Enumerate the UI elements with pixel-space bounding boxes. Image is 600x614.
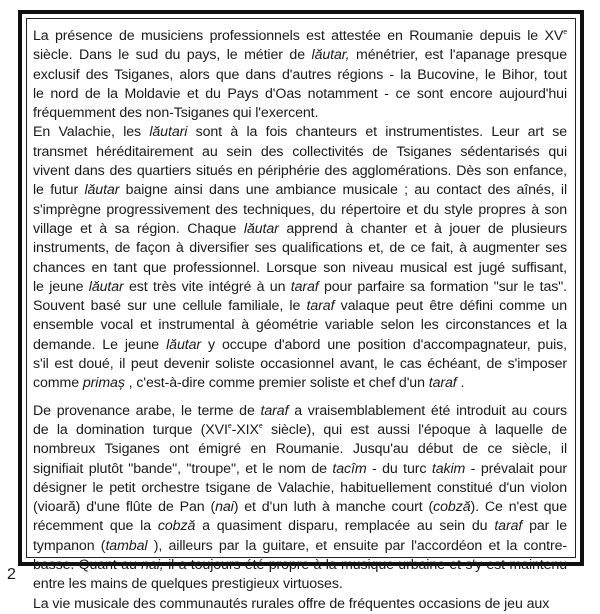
text-run: ) et d'un luth à manche court ( (233, 499, 434, 516)
italic-term: nai (215, 499, 234, 516)
text-run: ), ailleurs par la guitare, et ensuite par l'accordéon et la contre- (147, 537, 567, 554)
text-line (33, 259, 567, 278)
text-run: ménétrier, est l'apanage presque (349, 47, 567, 64)
text-run: nombreux Tsiganes ont émigré en Roumanie. Jusqu'au début de ce siècle, il (33, 441, 567, 458)
italic-term: lăutar (88, 278, 124, 295)
text-run: le jeune (33, 278, 89, 295)
text-line (33, 181, 567, 200)
text-run: y occupe d'abord une position d'accompagnateur, puis, (201, 336, 568, 353)
text-run: ). Ce n'est que (470, 499, 568, 516)
italic-term: lăutar, (311, 47, 350, 64)
text-line (33, 374, 567, 393)
text-line (33, 85, 567, 104)
italic-term: lăutari (149, 124, 188, 141)
superscript: e (227, 422, 232, 430)
text-run: sont à la fois chanteurs et instrumentistes. Leur art se (187, 124, 567, 141)
text-run: baigne ainsi dans une ambiance musicale ; au contact des aînés, il (119, 182, 568, 199)
italic-term: taraf (428, 375, 457, 392)
page-number: 2 (7, 566, 16, 583)
text-run: chances en tant que professionnel. Lorsque son niveau musical est jugé suffisant, (33, 259, 567, 276)
text-run: le nord de la Moldavie et du Pays d'Oas notamment - ce sont encore aujourd'hui (33, 85, 567, 102)
text-run: . (456, 375, 465, 392)
text-run: le futur (33, 182, 85, 199)
text-run: récemment que la (33, 518, 158, 535)
text-run: , c'est-à-dire comme premier soliste et chef d'un (124, 375, 429, 392)
text-line (33, 440, 567, 459)
text-run: (vioară) d'une flûte de Pan ( (33, 499, 216, 516)
text-run: valaque peut être défini comme un (334, 298, 567, 315)
text-run: - prévalait pour (465, 460, 567, 477)
text-line (33, 143, 567, 162)
body-text (33, 27, 567, 614)
text-run: apprend à chanter et à jouer de plusieurs (278, 220, 567, 237)
text-run: signifiait plutôt "bande", "troupe", et le nom de (33, 460, 333, 477)
text-run: a quasiment disparu, remplacée au sein du (195, 518, 495, 535)
text-run: La vie musicale des communautés rurales offre de fréquentes occasions de jeu aux (33, 595, 550, 612)
text-run: entre les mains de quelques prestigieux virtuoses. (33, 576, 343, 593)
text-line (33, 575, 567, 594)
text-line (33, 355, 567, 374)
italic-term: lăutar (166, 336, 201, 353)
text-line (33, 104, 567, 123)
text-run: siècle. Dans le sud du pays, le métier de (33, 47, 312, 64)
italic-term: tambal (105, 537, 148, 554)
text-line (33, 297, 567, 316)
text-run: En Valachie, les (33, 124, 150, 141)
italic-term: taraf (306, 298, 335, 315)
text-run: comme (33, 375, 83, 392)
text-run: -XIX (231, 421, 259, 438)
text-line (33, 595, 567, 614)
text-run: instruments, de façon à diversifier ses qualifications et, de ce fait, à augmenter ses (33, 240, 567, 257)
text-line (33, 66, 567, 85)
text-run: il a toujours été propre à la musique urbaine et s'y est maintenu (163, 557, 567, 574)
italic-term: primaș (82, 375, 125, 392)
text-run: siècle), qui est aussi l'époque à laquelle de (262, 421, 567, 438)
italic-term: lăutar (243, 220, 279, 237)
text-line (33, 402, 567, 421)
paragraph-gap (33, 394, 567, 402)
text-line (33, 460, 567, 479)
text-line (33, 278, 567, 297)
italic-term: taraf (290, 278, 319, 295)
text-line (33, 27, 567, 46)
italic-term: cobză (433, 499, 471, 516)
text-line (33, 517, 567, 536)
text-run: par le (522, 518, 567, 535)
text-run: transmet héréditairement au sein des collectivités de Tsiganes sédentarisés qui (33, 143, 567, 160)
text-line (33, 556, 567, 575)
text-line (33, 537, 567, 556)
text-run: tympanon ( (33, 537, 106, 554)
text-line (33, 123, 567, 142)
superscript: e (563, 29, 567, 36)
text-run: basse. Quant au (33, 557, 142, 574)
text-run: de la domination turque (XVI (33, 421, 228, 438)
italic-term: nai, (141, 557, 164, 574)
text-run: La présence de musiciens professionnels est attestée en Roumanie depuis le XV (33, 28, 564, 44)
text-line (33, 316, 567, 335)
text-run: demande. Le jeune (33, 336, 167, 353)
text-run: est très vite intégré à un (123, 278, 291, 295)
text-run: De provenance arabe, le terme de (33, 402, 261, 419)
text-run: pour parfaire sa formation "sur le tas". (318, 278, 568, 295)
text-line (33, 46, 567, 65)
text-run: vivent dans des quartiers situés en périphérie des agglomérations. Dès son enfance, (33, 163, 567, 180)
superscript: e (258, 422, 263, 430)
text-line (33, 336, 567, 355)
italic-term: cobză (157, 518, 196, 535)
text-run: désigner le petit orchestre tsigane de Valachie, habituellement constitué d'un violon (33, 479, 567, 496)
text-line (33, 421, 567, 440)
text-line (33, 239, 567, 258)
text-run: exclusif des Tsiganes, alors que dans d'autres régions - la Bucovine, le Bihor, tout (33, 66, 567, 83)
text-run: a vraisemblablement été introduit au cours (288, 402, 568, 419)
italic-term: takim (431, 460, 466, 477)
text-run: - du turc (366, 460, 432, 477)
italic-term: taraf (494, 518, 523, 535)
text-run: village et à sa région. Chaque (33, 220, 244, 237)
text-line (33, 479, 567, 498)
text-run: Souvent basé sur une cellule familiale, le (33, 298, 307, 315)
italic-term: taraf (260, 402, 289, 419)
text-run: s'il est doué, il peut devenir soliste occasionnel avant, le cas échéant, de s'imposer (33, 356, 567, 373)
italic-term: lăutar (84, 182, 120, 199)
text-run: s'imprègne progressivement des techniques, du répertoire et du style propres à son (33, 201, 567, 218)
text-line (33, 498, 567, 517)
text-run: ensemble vocal et instrumental à géométrie variable selon les circonstances et la (33, 317, 567, 334)
text-line (33, 162, 567, 181)
text-line (33, 220, 567, 239)
text-run: fréquemment des non-Tsiganes qui l'exercent. (33, 105, 319, 122)
text-line (33, 201, 567, 220)
italic-term: tacîm (332, 460, 367, 477)
